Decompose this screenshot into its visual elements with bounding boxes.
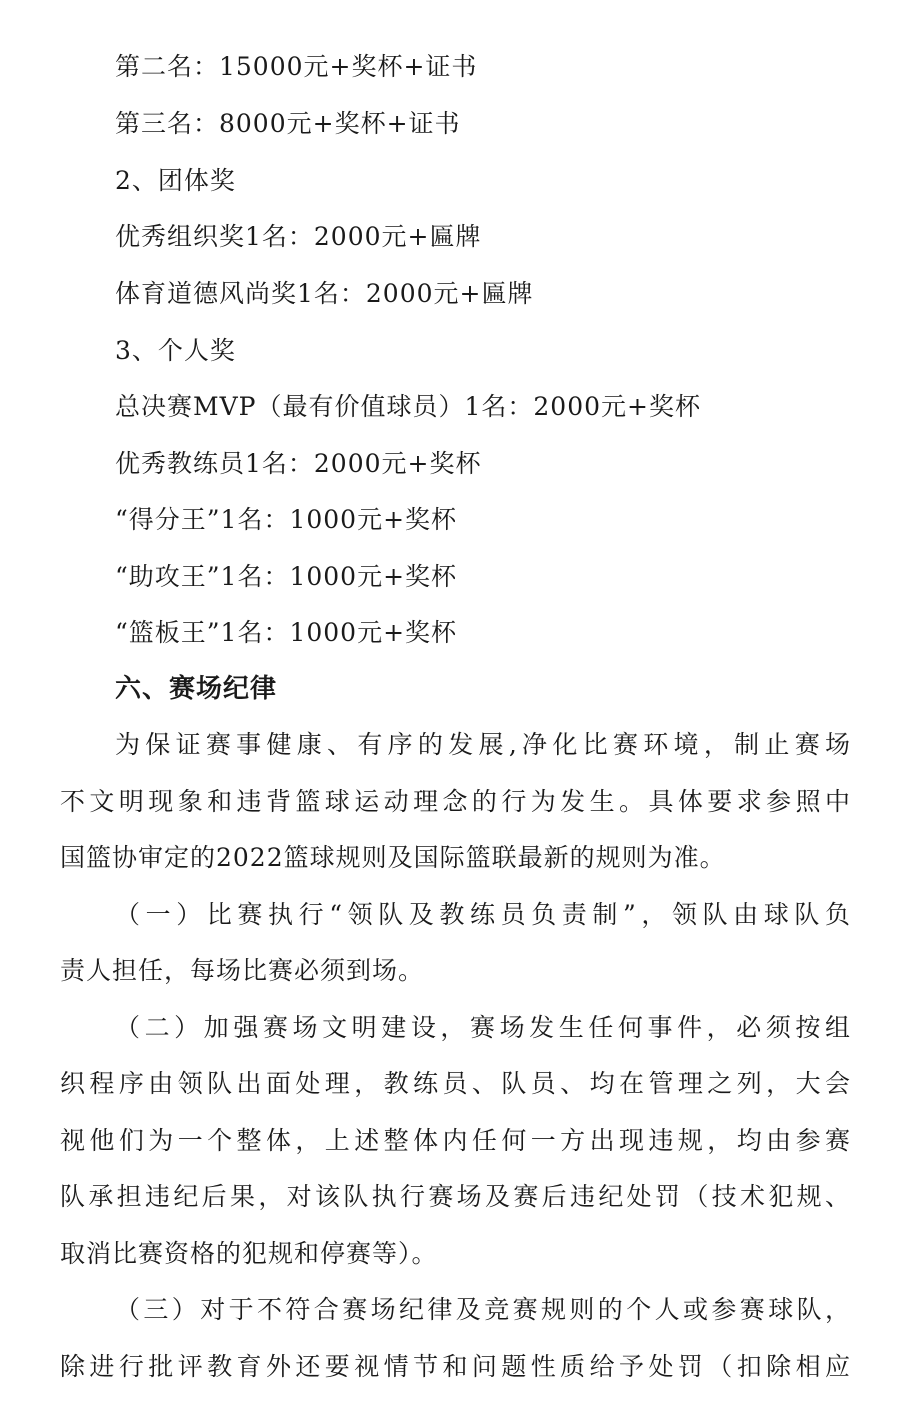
individual-award-assists: “助攻王”1名：1000元+奖杯 (115, 562, 458, 591)
item-two-line-1: （二）加强赛场文明建设，赛场发生任何事件，必须按组 (115, 1013, 850, 1042)
award-third-place: 第三名：8000元+奖杯+证书 (115, 109, 461, 138)
section-six-intro-line-3: 国篮协审定的2022篮球规则及国际篮联最新的规则为准。 (60, 843, 726, 872)
item-one-line-1: （一）比赛执行“领队及教练员负责制”，领队由球队负 (115, 900, 850, 929)
section-six-heading: 六、赛场纪律 (115, 674, 278, 704)
award-second-place: 第二名：15000元+奖杯+证书 (115, 52, 478, 81)
individual-award-title: 3、个人奖 (115, 336, 236, 365)
individual-award-mvp: 总决赛MVP（最有价值球员）1名：2000元+奖杯 (115, 392, 701, 421)
team-award-sportsmanship: 体育道德风尚奖1名：2000元+匾牌 (115, 279, 534, 308)
item-three-line-1: （三）对于不符合赛场纪律及竞赛规则的个人或参赛球队， (115, 1295, 850, 1324)
individual-award-coach: 优秀教练员1名：2000元+奖杯 (115, 449, 482, 478)
individual-award-scoring: “得分王”1名：1000元+奖杯 (115, 505, 458, 534)
item-one-line-2: 责人担任，每场比赛必须到场。 (60, 956, 425, 985)
item-two-line-2: 织程序由领队出面处理，教练员、队员、均在管理之列，大会 (60, 1069, 850, 1098)
item-two-line-3: 视他们为一个整体，上述整体内任何一方出现违规，均由参赛 (60, 1126, 850, 1155)
item-two-line-4: 队承担违纪后果，对该队执行赛场及赛后违纪处罚（技术犯规、 (60, 1182, 850, 1211)
team-award-organization: 优秀组织奖1名：2000元+匾牌 (115, 222, 482, 251)
section-six-intro-line-1: 为保证赛事健康、有序的发展,净化比赛环境，制止赛场 (115, 730, 850, 759)
section-six-intro-line-2: 不文明现象和违背篮球运动理念的行为发生。具体要求参照中 (60, 787, 850, 816)
item-three-line-2: 除进行批评教育外还要视情节和问题性质给予处罚（扣除相应 (60, 1352, 850, 1381)
item-two-line-5: 取消比赛资格的犯规和停赛等）。 (60, 1239, 438, 1268)
team-award-title: 2、团体奖 (115, 166, 236, 195)
individual-award-rebounds: “篮板王”1名：1000元+奖杯 (115, 618, 458, 647)
